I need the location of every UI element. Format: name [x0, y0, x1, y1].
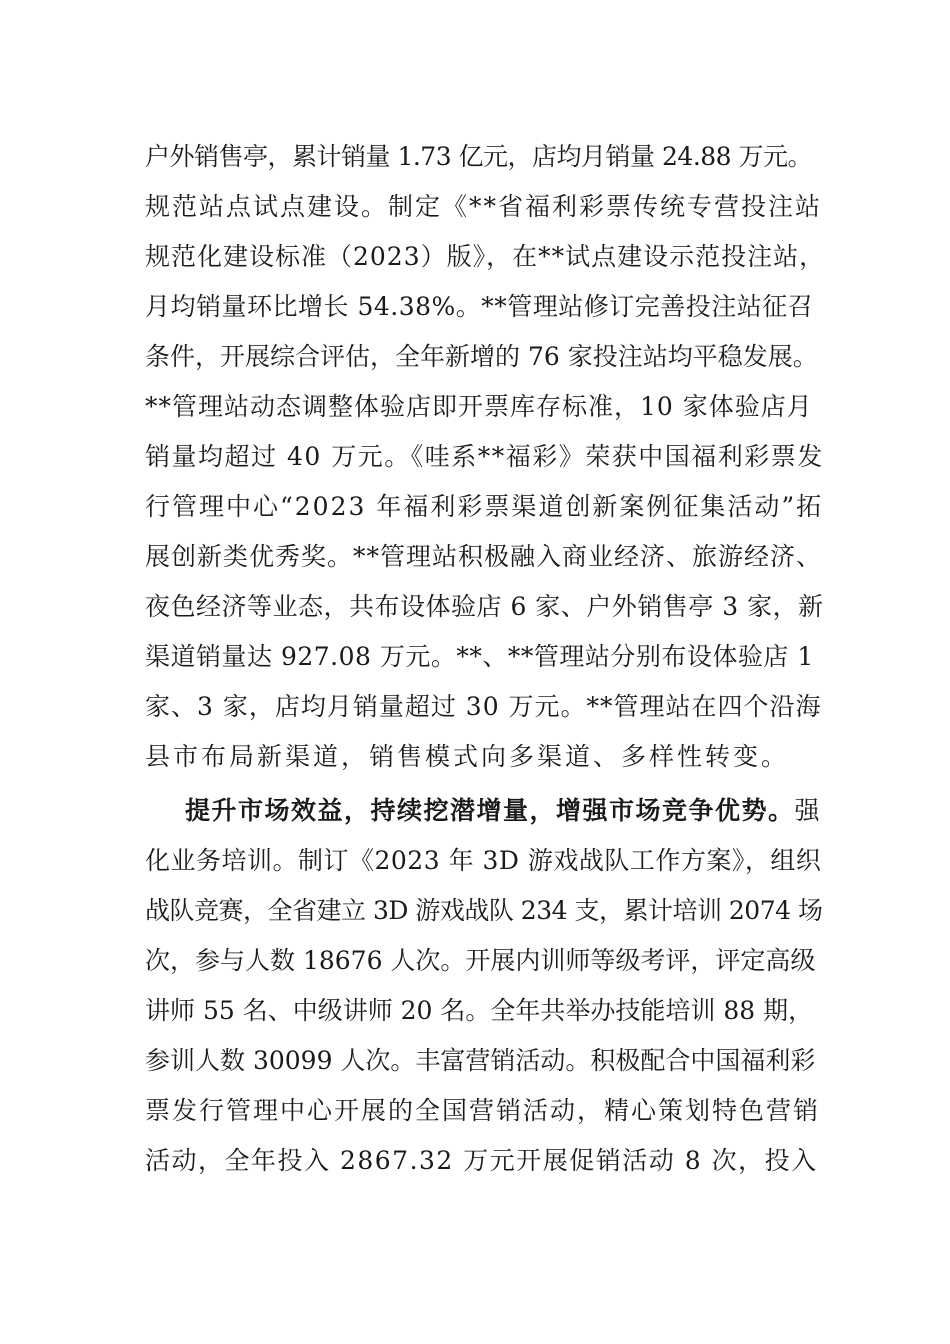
text-line: 县市布局新渠道，销售模式向多渠道、多样性转变。 — [145, 742, 790, 771]
text-line: 化业务培训。制订《2023 年 3D 游戏战队工作方案》，组织 — [145, 846, 822, 875]
text-line: 条件，开展综合评估，全年新增的 76 家投注站均平稳发展。 — [145, 342, 818, 371]
text-line: 讲师 55 名、中级讲师 20 名。全年共举办技能培训 88 期， — [145, 996, 814, 1025]
text-line: 家、3 家，店均月销量超过 30 万元。**管理站在四个沿海 — [145, 692, 822, 721]
text-line: **管理站动态调整体验店即开票库存标准，10 家体验店月 — [145, 392, 813, 421]
text-line: 行管理中心“2023 年福利彩票渠道创新案例征集活动”拓 — [145, 492, 824, 521]
paragraph-start-text: 强 — [794, 796, 822, 825]
text-line: 夜色经济等业态，共布设体验店 6 家、户外销售亭 3 家，新 — [145, 592, 824, 621]
text-line: 月均销量环比增长 54.38%。**管理站修订完善投注站征召 — [145, 292, 814, 321]
text-line: 规范化建设标准（2023）版》，在**试点建设示范投注站， — [145, 242, 826, 271]
text-line: 展创新类优秀奖。**管理站积极融入商业经济、旅游经济、 — [145, 542, 823, 571]
paragraph-heading-line — [185, 791, 825, 831]
text-line: 规范站点试点建设。制定《**省福利彩票传统专营投注站 — [145, 192, 823, 221]
text-line: 销量均超过 40 万元。《哇系**福彩》荣获中国福利彩票发 — [145, 442, 824, 471]
paragraph-heading: 提升市场效益，持续挖潜增量，增强市场竞争优势。 — [185, 796, 795, 825]
text-line: 次，参与人数 18676 人次。开展内训师等级考评，评定高级 — [145, 946, 816, 975]
text-line: 渠道销量达 927.08 万元。**、**管理站分别布设体验店 1 — [145, 642, 814, 671]
text-line: 活动，全年投入 2867.32 万元开展促销活动 8 次，投入 — [145, 1146, 818, 1175]
text-line: 户外销售亭，累计销量 1.73 亿元，店均月销量 24.88 万元。 — [145, 142, 813, 171]
text-line: 参训人数 30099 人次。丰富营销活动。积极配合中国福利彩 — [145, 1046, 816, 1075]
text-line: 票发行管理中心开展的全国营销活动，精心策划特色营销 — [145, 1096, 821, 1125]
text-line: 战队竞赛，全省建立 3D 游戏战队 234 支，累计培训 2074 场 — [145, 896, 823, 925]
